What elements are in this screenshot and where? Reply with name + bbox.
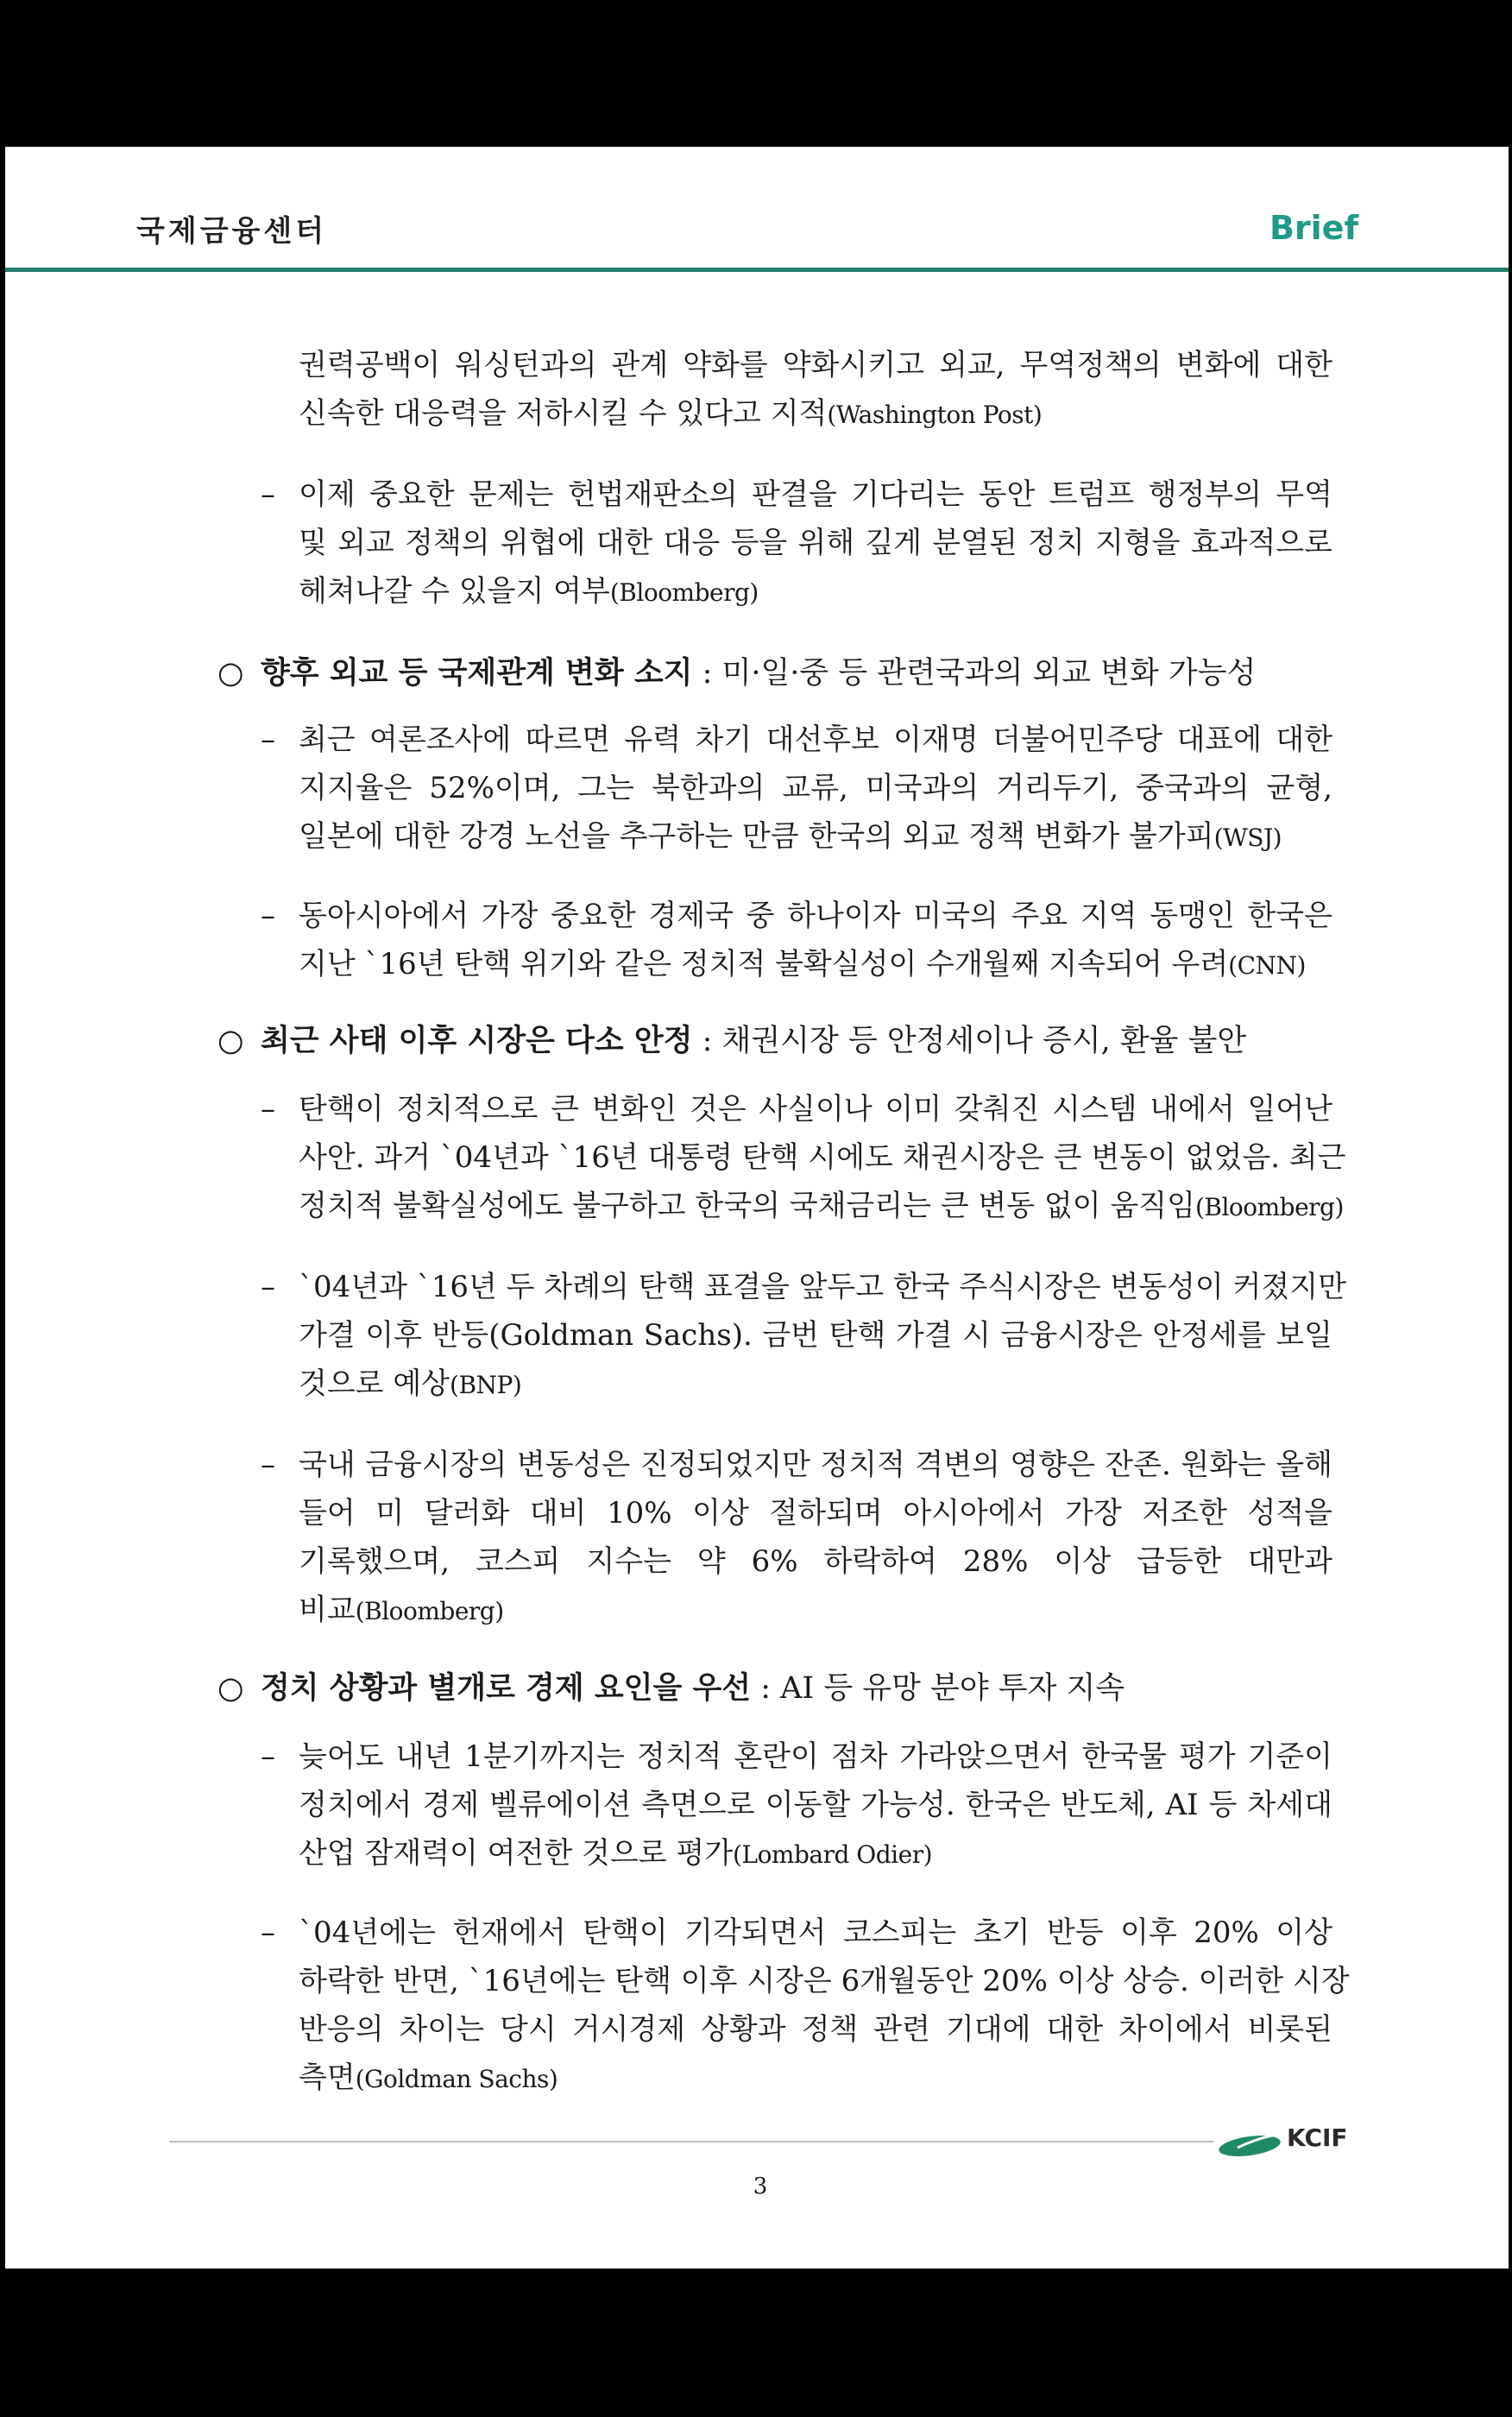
document-page bbox=[5, 147, 1509, 2269]
bullet-dash: – bbox=[261, 1448, 275, 1482]
bullet-dash: – bbox=[261, 899, 275, 933]
line-text: 헤쳐나갈 수 있을지 여부 bbox=[299, 574, 610, 609]
text-line bbox=[299, 1585, 1332, 1635]
text-line bbox=[299, 1084, 1332, 1134]
source-citation: (Bloomberg) bbox=[609, 578, 759, 607]
line-text: `04년에는 헌재에서 탄핵이 기각되면서 코스피는 초기 반등 이후 20% 이상 bbox=[299, 1915, 1332, 1950]
section-separator: : bbox=[692, 656, 722, 691]
line-text: 일본에 대한 강경 노선을 추구하는 만큼 한국의 외교 정책 변화가 불가피 bbox=[299, 819, 1214, 854]
source-citation: (Goldman Sachs) bbox=[355, 2065, 558, 2093]
line-text: 사안. 과거 `04년과 `16년 대통령 탄핵 시에도 채권시장은 큰 변동이 없었음. 최근 bbox=[299, 1140, 1346, 1175]
text-line bbox=[299, 2004, 1332, 2054]
text-line bbox=[299, 1908, 1332, 1958]
line-text: 반응의 차이는 당시 거시경제 상황과 정책 관련 기대에 대한 차이에서 비롯된 bbox=[299, 2012, 1332, 2047]
line-text: 기록했으며, 코스피 지수는 약 6% 하락하여 28% 이상 급등한 대만과 bbox=[299, 1544, 1332, 1579]
bullet-dash: – bbox=[261, 1915, 275, 1950]
text-line bbox=[299, 1359, 1332, 1409]
source-citation: (Bloomberg) bbox=[1194, 1193, 1344, 1221]
line-text: 늦어도 내년 1분기까지는 정치적 혼란이 점차 가라앉으면서 한국물 평가 기준이 bbox=[299, 1739, 1332, 1774]
line-text: 가결 이후 반등(Goldman Sachs). 금번 탄핵 가결 시 금융시장은 안정세를 보일 bbox=[299, 1318, 1332, 1353]
line-text: 탄핵이 정치적으로 큰 변화인 것은 사실이나 이미 갖춰진 시스템 내에서 일어난 bbox=[299, 1092, 1332, 1126]
text-line bbox=[299, 1956, 1350, 2006]
line-text: 정치적 불확실성에도 불구하고 한국의 국채금리는 큰 변동 없이 움직임 bbox=[299, 1189, 1195, 1223]
text-line bbox=[299, 518, 1332, 568]
source-citation: (Bloomberg) bbox=[355, 1597, 504, 1625]
text-line bbox=[299, 1310, 1332, 1360]
footer-rule bbox=[169, 2141, 1213, 2142]
text-line bbox=[299, 939, 1332, 989]
source-citation: (BNP) bbox=[450, 1371, 522, 1399]
bullet-dash: – bbox=[261, 1270, 275, 1304]
circle-bullet-icon: ○ bbox=[217, 1671, 244, 1706]
text-line bbox=[299, 470, 1332, 520]
text-line bbox=[299, 715, 1332, 765]
text-line bbox=[299, 1828, 1332, 1878]
text-line bbox=[299, 1133, 1346, 1183]
text-line bbox=[299, 763, 1332, 813]
text-line bbox=[299, 388, 1332, 439]
section-heading bbox=[217, 647, 1339, 699]
line-text: 지지율은 52%이며, 그는 북한과의 교류, 미국과의 거리두기, 중국과의 균형, bbox=[299, 771, 1332, 805]
section-separator: : bbox=[692, 1024, 722, 1058]
brief-label: Brief bbox=[1269, 209, 1358, 247]
line-text: 동아시아에서 가장 중요한 경제국 중 하나이자 미국의 주요 지역 동맹인 한국은 bbox=[299, 899, 1332, 933]
page-number: 3 bbox=[753, 2174, 768, 2199]
line-text: 권력공백이 워싱턴과의 관계 약화를 약화시키고 외교, 무역정책의 변화에 대한 bbox=[299, 348, 1332, 382]
line-text: 것으로 예상 bbox=[299, 1366, 450, 1401]
text-line bbox=[299, 1732, 1332, 1782]
logo-text: KCIF bbox=[1287, 2124, 1348, 2152]
page-header bbox=[5, 147, 1509, 276]
section-heading bbox=[217, 1663, 1339, 1714]
line-text: 신속한 대응력을 저하시킬 수 있다고 지적 bbox=[299, 396, 828, 431]
text-line bbox=[299, 1262, 1346, 1312]
bullet-dash: – bbox=[261, 1092, 275, 1126]
text-line bbox=[299, 2053, 1332, 2103]
line-text: `04년과 `16년 두 차례의 탄핵 표결을 앞두고 한국 주식시장은 변동성이 커졌지만 bbox=[299, 1270, 1346, 1304]
bullet-dash: – bbox=[261, 1739, 275, 1774]
line-text: 최근 여론조사에 따르면 유력 차기 대선후보 이재명 더불어민주당 대표에 대한 bbox=[299, 723, 1332, 757]
line-text: 지난 `16년 탄핵 위기와 같은 정치적 불확실성이 수개월째 지속되어 우려 bbox=[299, 947, 1229, 981]
section-summary: 미·일·중 등 관련국과의 외교 변화 가능성 bbox=[721, 656, 1257, 691]
circle-bullet-icon: ○ bbox=[217, 1024, 244, 1058]
text-line bbox=[299, 1440, 1332, 1490]
text-line bbox=[299, 811, 1332, 861]
section-title: 최근 사태 이후 시장은 다소 안정 bbox=[261, 1023, 693, 1058]
line-text: 이제 중요한 문제는 헌법재판소의 판결을 기다리는 동안 트럼프 행정부의 무역 bbox=[299, 477, 1332, 512]
circle-bullet-icon: ○ bbox=[217, 656, 244, 691]
text-line bbox=[299, 1488, 1332, 1538]
section-heading bbox=[217, 1015, 1339, 1067]
source-citation: (Lombard Odier) bbox=[733, 1840, 933, 1869]
org-name: 국제금융센터 bbox=[136, 214, 328, 249]
line-text: 산업 잠재력이 여전한 것으로 평가 bbox=[299, 1836, 734, 1871]
source-citation: (WSJ) bbox=[1213, 824, 1282, 852]
line-text: 들어 미 달러화 대비 10% 이상 절하되며 아시아에서 가장 저조한 성적을 bbox=[299, 1496, 1332, 1530]
section-summary: AI 등 유망 분야 투자 지속 bbox=[780, 1671, 1125, 1706]
text-line bbox=[299, 1537, 1332, 1587]
line-text: 측면 bbox=[299, 2060, 356, 2095]
line-text: 정치에서 경제 벨류에이션 측면으로 이동할 가능성. 한국은 반도체, AI 등 차세대 bbox=[299, 1788, 1332, 1822]
header-rule bbox=[5, 268, 1509, 272]
section-title: 정치 상황과 별개로 경제 요인을 우선 bbox=[261, 1670, 752, 1706]
bullet-dash: – bbox=[261, 723, 275, 757]
line-text: 및 외교 정책의 위협에 대한 대응 등을 위해 깊게 분열된 정치 지형을 효과적으로 bbox=[299, 526, 1332, 560]
section-title: 향후 외교 등 국제관계 변화 소지 bbox=[261, 655, 693, 691]
text-line bbox=[299, 566, 1332, 616]
text-line bbox=[299, 891, 1332, 941]
source-citation: (CNN) bbox=[1228, 951, 1306, 980]
line-text: 비교 bbox=[299, 1593, 356, 1627]
bullet-dash: – bbox=[261, 477, 275, 512]
text-line bbox=[299, 340, 1332, 390]
text-line bbox=[299, 1181, 1344, 1231]
section-summary: 채권시장 등 안정세이나 증시, 환율 불안 bbox=[721, 1024, 1247, 1058]
text-line bbox=[299, 1780, 1332, 1830]
section-separator: : bbox=[751, 1671, 781, 1706]
line-text: 국내 금융시장의 변동성은 진정되었지만 정치적 격변의 영향은 잔존. 원화는 올해 bbox=[299, 1448, 1332, 1482]
source-citation: (Washington Post) bbox=[827, 401, 1043, 429]
line-text: 하락한 반면, `16년에는 탄핵 이후 시장은 6개월동안 20% 이상 상승. 이러한 시장 bbox=[299, 1964, 1350, 1998]
